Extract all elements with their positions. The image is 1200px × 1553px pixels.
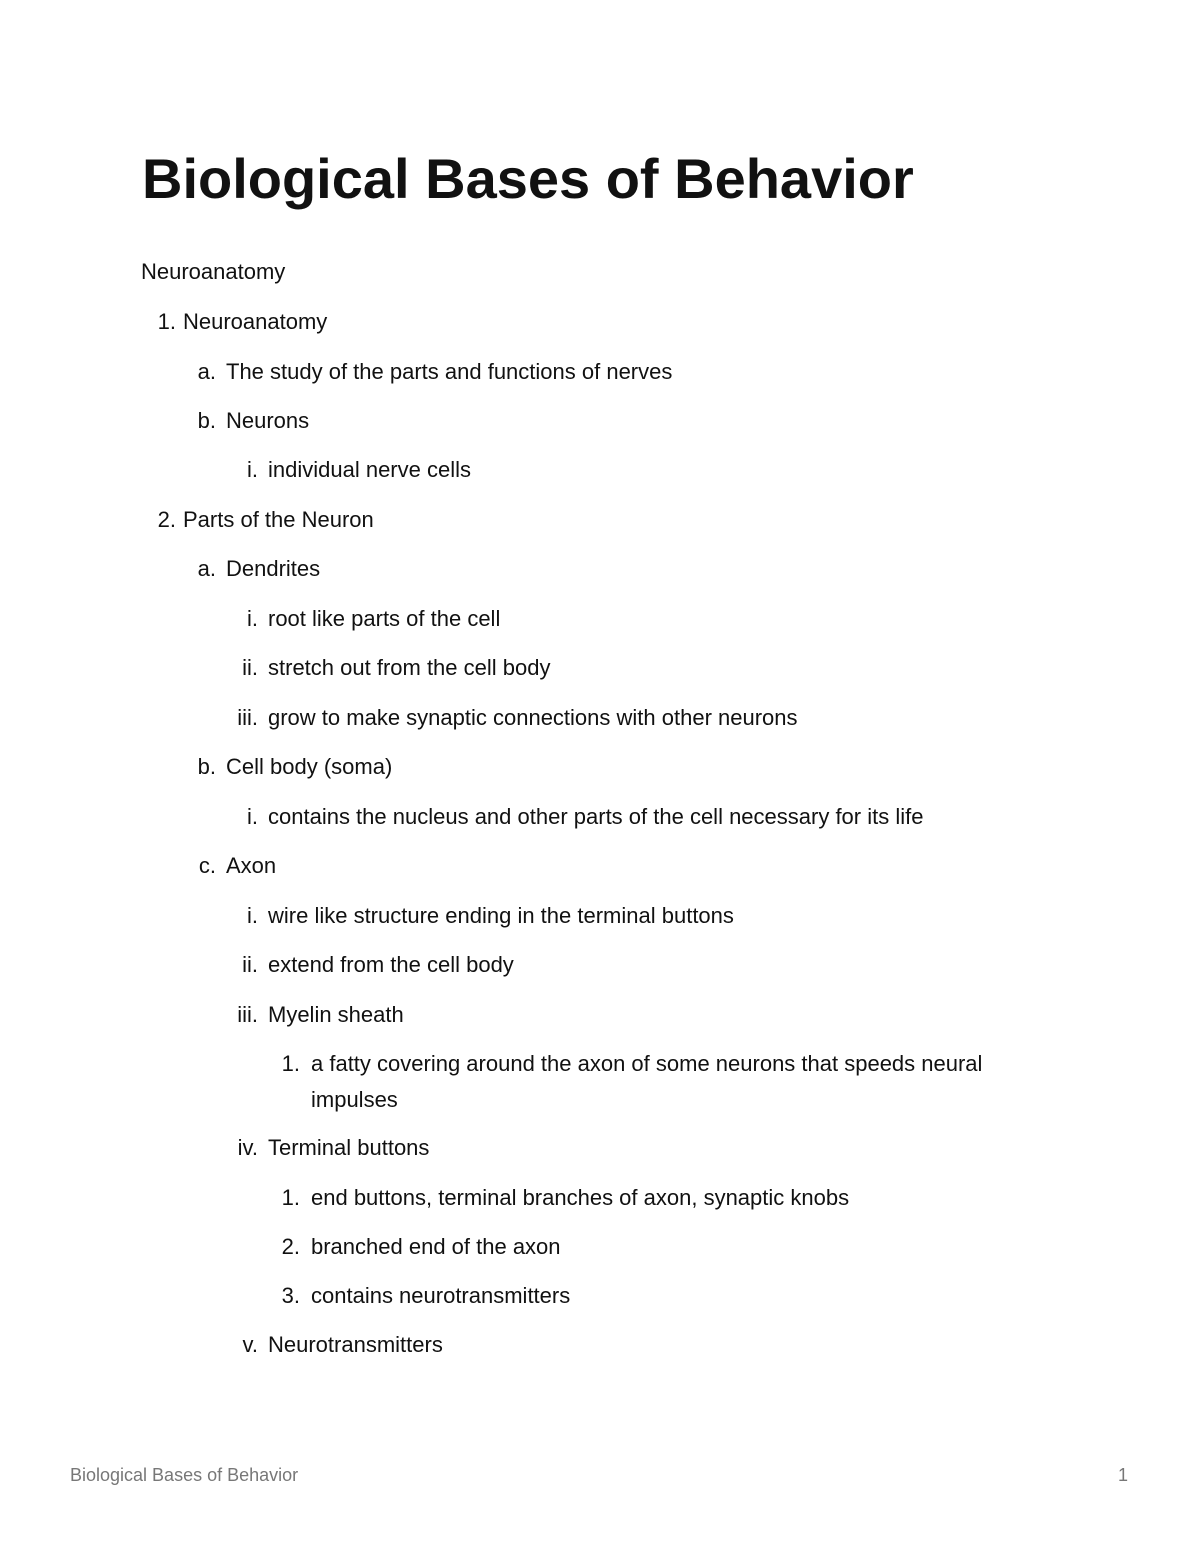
outline-text: individual nerve cells bbox=[268, 457, 471, 482]
outline-marker: a. bbox=[197, 556, 216, 581]
outline-text: root like parts of the cell bbox=[268, 606, 501, 631]
outline-marker: i. bbox=[247, 804, 258, 829]
outline-marker: a. bbox=[197, 359, 216, 384]
outline-text: Neurotransmitters bbox=[268, 1332, 443, 1357]
outline-text: Axon bbox=[226, 853, 277, 878]
page-title: Biological Bases of Behavior bbox=[142, 147, 914, 210]
footer-title: Biological Bases of Behavior bbox=[70, 1465, 299, 1485]
outline-text: extend from the cell body bbox=[268, 952, 514, 977]
outline-marker: 3. bbox=[281, 1283, 300, 1308]
outline-text: wire like structure ending in the terminal buttons bbox=[268, 903, 734, 928]
outline-text: The study of the parts and functions of nerves bbox=[226, 359, 673, 384]
outline-text: stretch out from the cell body bbox=[268, 655, 551, 680]
outline-marker: 2. bbox=[281, 1234, 300, 1259]
section-heading: Neuroanatomy bbox=[141, 259, 286, 284]
outline-marker: iii. bbox=[237, 1002, 258, 1027]
outline-marker: ii. bbox=[242, 952, 258, 977]
outline-text: Cell body (soma) bbox=[226, 754, 393, 779]
outline-text: Neurons bbox=[226, 408, 310, 433]
outline-text: Dendrites bbox=[226, 556, 321, 581]
outline-marker: iii. bbox=[237, 705, 258, 730]
outline-text: contains the nucleus and other parts of the cell necessary for its life bbox=[268, 804, 924, 829]
outline-marker: i. bbox=[247, 457, 258, 482]
outline-marker: c. bbox=[198, 853, 216, 878]
outline-text: a fatty covering around the axon of some neurons that speeds neural impulses bbox=[311, 1051, 983, 1112]
outline-text: end buttons, terminal branches of axon, synaptic knobs bbox=[311, 1185, 850, 1210]
outline-marker: 1. bbox=[281, 1185, 300, 1210]
outline-marker: i. bbox=[247, 903, 258, 928]
outline-text: grow to make synaptic connections with other neurons bbox=[268, 705, 798, 730]
outline-marker: b. bbox=[197, 754, 216, 779]
outline-text: Neuroanatomy bbox=[183, 309, 328, 334]
outline-marker: ii. bbox=[242, 655, 258, 680]
outline-text: Parts of the Neuron bbox=[183, 507, 374, 532]
outline-marker: iv. bbox=[237, 1135, 258, 1160]
outline-marker: 2. bbox=[157, 507, 176, 532]
outline-text: Myelin sheath bbox=[268, 1002, 404, 1027]
outline-marker: 1. bbox=[157, 309, 176, 334]
outline-marker: 1. bbox=[281, 1051, 300, 1076]
outline-text: Terminal buttons bbox=[268, 1135, 430, 1160]
outline-text: contains neurotransmitters bbox=[311, 1283, 571, 1308]
page-number: 1 bbox=[1117, 1465, 1128, 1485]
outline-text: branched end of the axon bbox=[311, 1234, 561, 1259]
outline-marker: b. bbox=[197, 408, 216, 433]
outline-marker: i. bbox=[247, 606, 258, 631]
outline-marker: v. bbox=[242, 1332, 258, 1357]
